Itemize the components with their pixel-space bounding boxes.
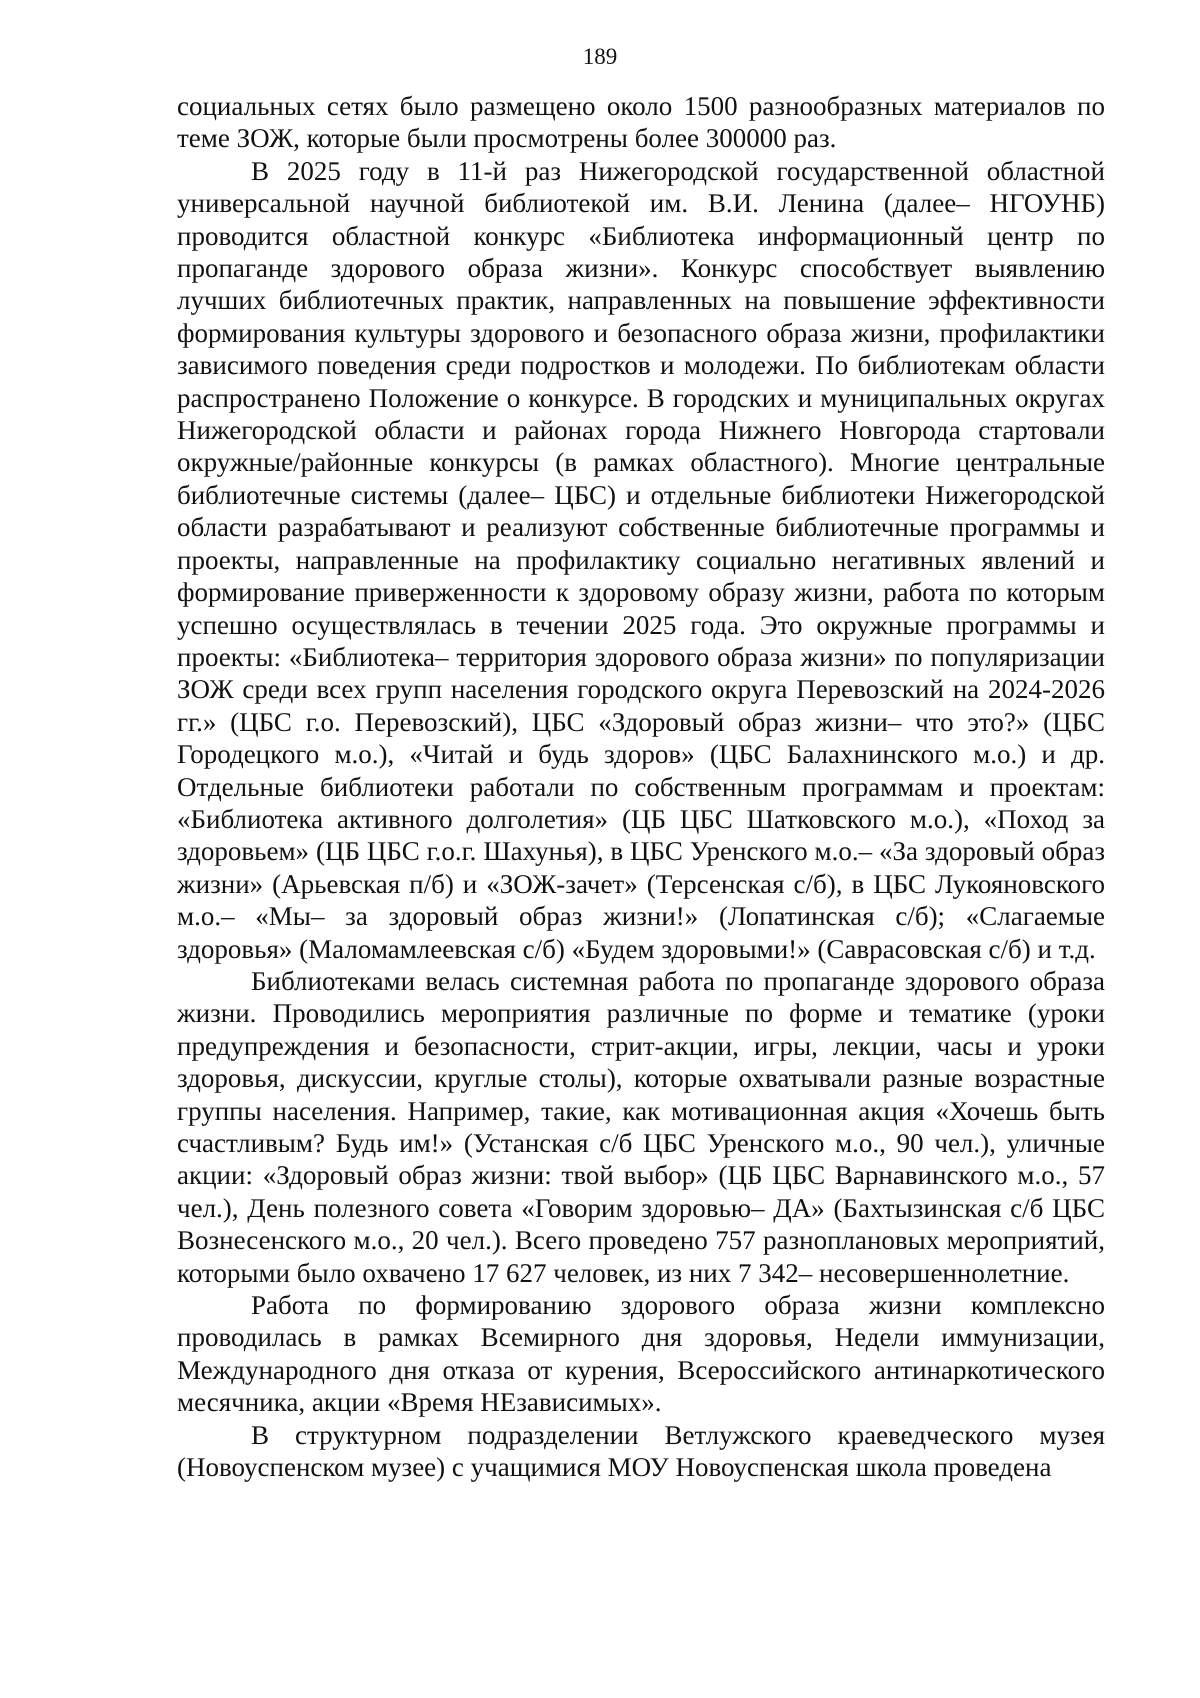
paragraph-contest: В 2025 году в 11-й раз Нижегородской государственной областной универсальной научной библиотекой им. В.И. Ленина (далее– НГОУНБ) проводится областной конкурс «Библиотека информационный центр по пропаганде здорового образа жизни». Конкурс способствует выявлению лучших библиотечных практик, направленных на повышение эффективности формирования культуры здорового и безопасного образа жизни, профилактики зависимого поведения среди подростков и молодежи. По библиотекам области распространено Положение о конкурсе. В городских и муниципальных округах Нижегородской области и районах города Нижнего Новгорода стартовали окружные/районные конкурсы (в рамках областного). Многие центральные библиотечные системы (далее– ЦБС) и отдельные библиотеки Нижегородской области разрабатывают и реализуют собственные библиотечные программы и проекты, направленные на профилактику социально негативных явлений и формирование приверженности к здоровому образу жизни, работа по которым успешно осуществлялась в течении 2025 года. Это окружные программы и проекты: «Библиотека– территория здорового образа жизни» по популяризации ЗОЖ среди всех групп населения городского округа Перевозский на 2024-2026 гг.» (ЦБС г.о. Перевозский), ЦБС «Здоровый образ жизни– что это?» (ЦБС Городецкого м.о.), «Читай и будь здоров» (ЦБС Балахнинского м.о.) и др. Отдельные библиотеки работали по собственным программам и проектам: «Библиотека активного долголетия» (ЦБ ЦБС Шатковского м.о.), «Поход за здоровьем» (ЦБ ЦБС г.о.г. Шахунья), в ЦБС Уренского м.о.– «За здоровый образ жизни» (Арьевская п/б) и «ЗОЖ-зачет» (Терсенская с/б), в ЦБС Лукояновского м.о.– «Мы– за здоровый образ жизни!» (Лопатинская с/б); «Слагаемые здоровья» (Маломамлеевская с/б) «Будем здоровыми!» (Саврасовская с/б) и т.д.: [177, 155, 1105, 964]
paragraph-campaigns: Работа по формированию здорового образа жизни комплексно проводилась в рамках Всемирного дня здоровья, Недели иммунизации, Международного дня отказа от курения, Всероссийского антинаркотического месячника, акции «Время НЕзависимых».: [177, 1290, 1105, 1418]
paragraph-museum: В структурном подразделении Ветлужского краеведческого музея (Новоуспенском музее) с учащимися МОУ Новоуспенская школа проведена: [177, 1419, 1105, 1483]
document-body: [177, 90, 1105, 1483]
page-number: 189: [582, 44, 618, 69]
paragraph-events: Библиотеками велась системная работа по пропаганде здорового образа жизни. Проводились мероприятия различные по форме и тематике (уроки предупреждения и безопасности, стрит-акции, игры, лекции, часы и уроки здоровья, дискуссии, круглые столы), которые охватывали разные возрастные группы населения. Например, такие, как мотивационная акция «Хочешь быть счастливым? Будь им!» (Устанская с/б ЦБС Уренского м.о., 90 чел.), уличные акции: «Здоровый образ жизни: твой выбор» (ЦБ ЦБС Варнавинского м.о., 57 чел.), День полезного совета «Говорим здоровью– ДА» (Бахтызинская с/б ЦБС Вознесенского м.о., 20 чел.). Всего проведено 757 разноплановых мероприятий, которыми было охвачено 17 627 человек, из них 7 342– несовершеннолетние.: [177, 965, 1105, 1288]
paragraph-continuation: социальных сетях было размещено около 1500 разнообразных материалов по теме ЗОЖ, которые были просмотрены более 300000 раз.: [177, 91, 1105, 154]
